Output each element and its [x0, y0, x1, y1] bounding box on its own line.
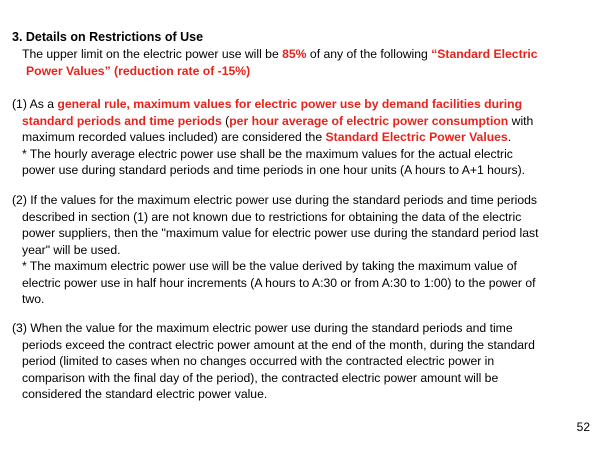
note-1: * The hourly average electric power use shall be the maximum values for the actual electric: [22, 146, 513, 161]
reduction-percentage: 85%: [282, 47, 307, 61]
intro-paragraph: The upper limit on the electric power use will be 85% of any of the following “Standard Electric Power Values” (reduction rate of -15%): [22, 47, 538, 78]
page-number: 52: [576, 420, 590, 434]
note-2: * The maximum electric power use will be the value derived by taking the maximum value of: [22, 259, 517, 273]
section-title: 3. Details on Restrictions of Use: [12, 30, 204, 44]
paragraph-1: (1) As a general rule, maximum values for electric power use by demand facilities during standard periods and time periods (per hour average of electric power consumption with maximum recorded values included) are considered the Standard Electric Power Values. * The hourly average electric power use shall be the maximum values for the actual electric power use during standard periods and time periods in one hour units (A hours to A+1 hours).: [12, 96, 592, 179]
paragraph-3: (3) When the value for the maximum electric power use during the standard periods and time periods exceed the contract electric power amount at the end of the month, during the standard period (limited to cases when no changes occurred with the contracted electric power in comparison with the final day of the period), the contracted electric power amount will be considered the standard electric power value.: [12, 321, 535, 401]
paragraph-2: (2) If the values for the maximum electric power use during the standard periods and time periods described in section (1) are not known due to restrictions for obtaining the data of the electric power suppliers, then the "maximum value for electric power use during the standard period last year" will be used. * The maximum electric power use will be the value derived by taking the maximum value of electric power use in half hour increments (A hours to A:30 or from A:30 to 1:00) to the power of two.: [12, 192, 592, 308]
